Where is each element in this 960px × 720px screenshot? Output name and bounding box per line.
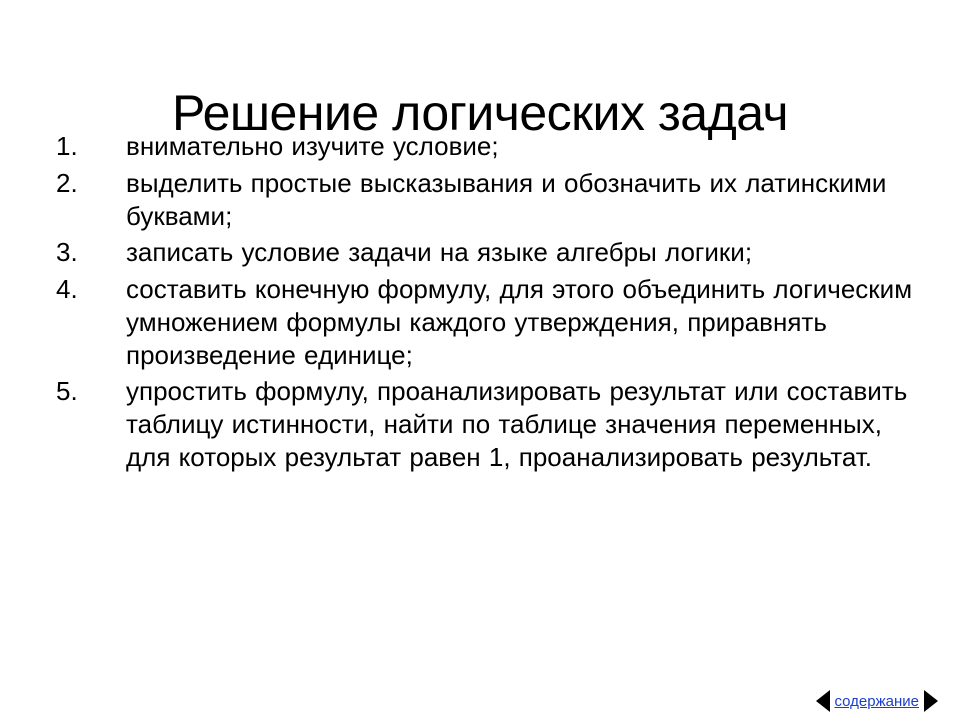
triangle-right-icon[interactable]	[924, 690, 938, 712]
list-item-number: 3.	[56, 237, 78, 268]
list-item-text: составить конечную формулу, для этого объединить логическим умножением формулы каждого утверждения, приравнять произведение единице;	[126, 274, 913, 370]
list-item-number: 4.	[56, 274, 78, 304]
list-item-number: 5.	[56, 376, 78, 407]
list-item	[52, 375, 932, 473]
numbered-list	[52, 130, 932, 474]
list-item-text: внимательно изучите условие;	[126, 131, 499, 161]
slide-content	[52, 130, 932, 478]
list-item-number: 2.	[56, 167, 78, 198]
list-item-number: 1.	[56, 131, 78, 161]
triangle-left-icon[interactable]	[816, 690, 830, 712]
list-item	[52, 130, 932, 163]
contents-link[interactable]: содержание	[834, 692, 919, 710]
list-item	[52, 273, 932, 371]
page-title: Решение логических задач	[171, 84, 789, 141]
list-item	[52, 167, 932, 233]
list-item-text: записать условие задачи на языке алгебры логики;	[126, 237, 753, 268]
list-item	[52, 236, 932, 269]
list-item-text: упростить формулу, проанализировать результат или составить таблицу истинности, найти по таблице значения переменных, для которых результат равен 1, проанализировать результат.	[126, 376, 908, 472]
footer-navigation	[816, 690, 939, 712]
list-item-text: выделить простые высказывания и обозначить их латинскими буквами;	[126, 167, 887, 231]
